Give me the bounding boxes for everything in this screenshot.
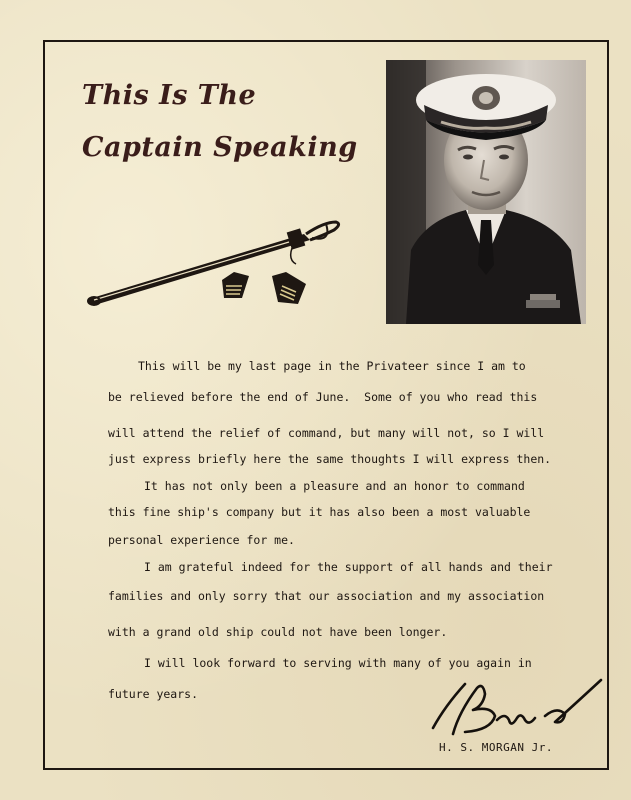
letter-line: this fine ship's company but it has also been a most valuable	[108, 505, 531, 519]
letter-line: I will look forward to serving with many of you again in	[144, 656, 532, 670]
portrait-illustration	[386, 60, 586, 324]
letter-line: be relieved before the end of June. Some of you who read this	[108, 390, 538, 404]
sword-and-shoulder-boards-illustration	[84, 212, 348, 312]
page-title	[82, 70, 358, 174]
letter-line: just express briefly here the same thoughts I will express then.	[108, 452, 552, 466]
title-line-2: Captain Speaking	[82, 132, 358, 163]
signature-name: H. S. MORGAN Jr.	[439, 741, 553, 754]
handwritten-signature	[425, 676, 605, 741]
letter-line: will attend the relief of command, but many will not, so I will	[108, 426, 545, 440]
letter-line: future years.	[108, 687, 199, 701]
shoulder-board-right-icon	[272, 272, 306, 304]
captain-portrait-photo	[386, 60, 586, 324]
letter-line: personal experience for me.	[108, 533, 295, 547]
title-line-1: This Is The	[82, 80, 257, 111]
letter-line: with a grand old ship could not have been longer.	[108, 625, 448, 639]
letter-line: This will be my last page in the Privateer since I am to	[138, 359, 526, 373]
shoulder-board-left-icon	[222, 272, 249, 298]
letter-line: families and only sorry that our association and my association	[108, 589, 545, 603]
letter-line: It has not only been a pleasure and an honor to command	[144, 479, 525, 493]
letter-line: I am grateful indeed for the support of all hands and their	[144, 560, 553, 574]
